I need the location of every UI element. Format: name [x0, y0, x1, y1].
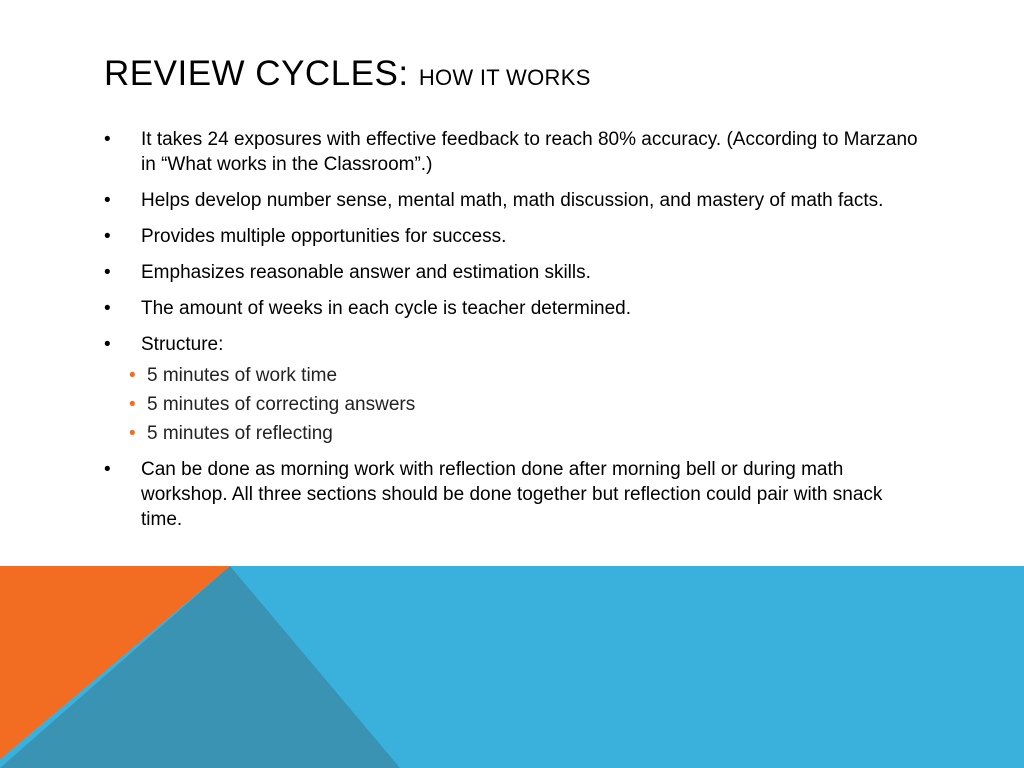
bullet-dot-icon: •	[104, 298, 111, 319]
bullet-text: Structure:	[141, 334, 224, 355]
bullet-dot-icon: •	[104, 334, 111, 355]
sub-bullet-dot-icon: •	[129, 394, 136, 415]
sub-bullet-dot-icon: •	[129, 365, 136, 386]
bullet-dot-icon: •	[104, 459, 111, 480]
sub-bullet-text: 5 minutes of correcting answers	[147, 394, 416, 415]
sub-bullet-text: 5 minutes of work time	[147, 365, 338, 386]
bullet-text: Provides multiple opportunities for success.	[141, 226, 507, 247]
bullet-item	[104, 457, 919, 532]
bullet-dot-icon: •	[104, 190, 111, 211]
sub-bullet-item	[104, 390, 919, 419]
bullet-text: Emphasizes reasonable answer and estimation skills.	[141, 262, 591, 283]
sub-bullet-text: 5 minutes of reflecting	[147, 423, 333, 444]
bullet-dot-icon: •	[104, 129, 111, 150]
bullet-text: Helps develop number sense, mental math, math discussion, and mastery of math facts.	[141, 190, 884, 211]
decorative-footer-band	[0, 566, 1024, 768]
sub-bullet-dot-icon: •	[129, 423, 136, 444]
bullet-item	[104, 127, 919, 177]
bullet-text: Can be done as morning work with reflection done after morning bell or during math workshop. All three sections should be done together but reflection could pair with snack time.	[141, 459, 883, 530]
sub-bullet-item	[104, 361, 919, 390]
bullet-item	[104, 224, 919, 249]
bullet-dot-icon: •	[104, 262, 111, 283]
bullet-dot-icon: •	[104, 226, 111, 247]
bullet-item	[104, 260, 919, 285]
bullet-text: The amount of weeks in each cycle is teacher determined.	[141, 298, 632, 319]
sub-bullet-list	[104, 361, 919, 448]
bullet-item	[104, 332, 919, 357]
bullet-list	[104, 127, 919, 543]
title-subtitle: HOW IT WORKS	[418, 65, 591, 90]
slide-title	[104, 52, 591, 100]
bullet-item	[104, 188, 919, 213]
sub-bullet-item	[104, 419, 919, 448]
bullet-text: It takes 24 exposures with effective feedback to reach 80% accuracy. (According to Marzano in “What works in the Classroom”.)	[141, 129, 918, 175]
bullet-item	[104, 296, 919, 321]
title-main: REVIEW CYCLES:	[104, 54, 409, 93]
